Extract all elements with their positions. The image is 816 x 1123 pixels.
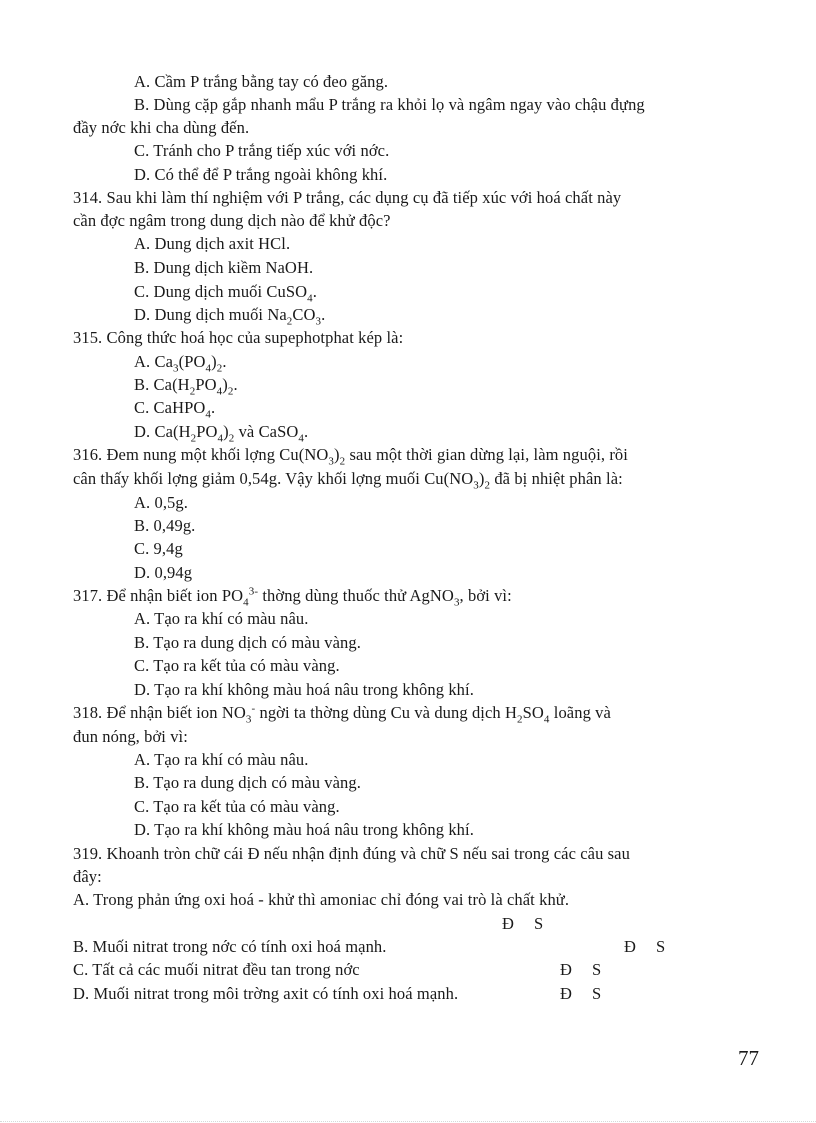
line-text: B. Ca(H (134, 375, 190, 394)
line-text: 315. Công thức hoá học của supephotphat kép là: (73, 328, 404, 347)
superscript: - (251, 702, 256, 715)
question-314 (73, 188, 621, 208)
line-text: sau một thời gian dừng lại, làm nguội, rồi (345, 445, 628, 464)
text-line (134, 773, 361, 793)
subscript: 2 (216, 362, 223, 375)
text-line (134, 797, 340, 817)
subscript: 2 (484, 479, 491, 492)
mark-true-a: Đ (502, 914, 515, 933)
line-text: 319. Khoanh tròn chữ cái Đ nếu nhận định đúng và chữ S nếu sai trong các câu sau (73, 844, 630, 863)
subscript: 3 (453, 596, 460, 609)
line-text: ) (478, 469, 485, 488)
text-line (134, 375, 238, 398)
line-text: B. Dùng cặp gắp nhanh mẩu P trắng ra khỏi lọ và ngâm ngay vào chậu đựng (134, 95, 645, 114)
line-text: và CaSO (234, 422, 299, 441)
line-text: đun nóng, bởi vì: (73, 727, 188, 746)
question-315 (73, 328, 403, 348)
subscript: 2 (517, 713, 523, 726)
line-text: C. 9,4g (134, 539, 183, 558)
line-text: đã bị nhiệt phân là: (490, 469, 623, 488)
line-text: D. Ca(H (134, 422, 191, 441)
text-line (73, 469, 623, 492)
line-text: C. Dung dịch muối CuSO (134, 282, 308, 301)
line-text: , bởi vì: (459, 586, 512, 605)
subscript: 3 (173, 362, 179, 375)
line-text: A. Trong phản ứng oxi hoá - khử thì amoniac chỉ đóng vai trò là chất khử. (73, 890, 570, 909)
line-text: D. 0,94g (134, 563, 193, 582)
line-text: ) (334, 445, 340, 464)
subscript: 4 (298, 432, 304, 445)
line-text: loãng và (549, 703, 611, 722)
line-text: A. Tạo ra khí có màu nâu. (134, 750, 309, 769)
line-text: đầy nớc khi cha dùng đến. (73, 118, 250, 137)
subscript: 4 (205, 408, 212, 421)
text-line (73, 727, 188, 747)
text-line (134, 398, 216, 421)
text-line (134, 72, 388, 92)
subscript: 2 (286, 315, 293, 328)
line-text: D. Dung dịch muối Na (134, 305, 287, 324)
text-line (73, 867, 102, 887)
statement-a (73, 890, 569, 910)
line-text: D. Tạo ra khí không màu hoá nâu trong không khí. (134, 680, 474, 699)
subscript: 2 (339, 455, 346, 468)
line-text: B. 0,49g. (134, 516, 196, 535)
text-line (134, 305, 326, 328)
line-text: B. Muối nitrat trong nớc có tính oxi hoá mạnh. (73, 937, 387, 956)
line-text: C. Tạo ra kết tủa có màu vàng. (134, 656, 340, 675)
text-line (134, 141, 389, 161)
text-line (134, 422, 309, 445)
superscript: 3- (248, 585, 259, 598)
statement-d (73, 984, 458, 1004)
line-text: ) (223, 422, 229, 441)
mark-false-b: S (656, 937, 666, 956)
subscript: 2 (189, 385, 196, 398)
subscript: 4 (217, 432, 224, 445)
text-line (134, 516, 195, 536)
text-line (134, 165, 387, 185)
subscript: 2 (228, 432, 235, 445)
statement-c (73, 960, 360, 980)
answer-marks-a (502, 914, 543, 934)
line-text: (PO (178, 352, 206, 371)
subscript: 4 (243, 596, 249, 609)
mark-false-c: S (592, 960, 602, 979)
line-text: cân thấy khối lợng giảm 0,54g. Vậy khối lợng muối Cu(NO (73, 469, 474, 488)
line-text: B. Tạo ra dung dịch có màu vàng. (134, 633, 361, 652)
line-text: . (304, 422, 309, 441)
text-line (134, 258, 313, 278)
text-line (134, 539, 183, 559)
mark-true-b: Đ (624, 937, 637, 956)
line-text: ) (211, 352, 217, 371)
text-line (134, 493, 188, 513)
page-number: 77 (738, 1046, 759, 1070)
answer-marks-d (560, 984, 601, 1004)
line-text: C. Tạo ra kết tủa có màu vàng. (134, 797, 340, 816)
line-text: A. Ca (134, 352, 173, 371)
line-text: A. 0,5g. (134, 493, 188, 512)
line-text: D. Có thể để P trắng ngoài không khí. (134, 165, 388, 184)
line-text: B. Tạo ra dung dịch có màu vàng. (134, 773, 361, 792)
line-text: PO (196, 422, 218, 441)
text-line (134, 609, 308, 629)
line-text: D. Tạo ra khí không màu hoá nâu trong không khí. (134, 820, 474, 839)
text-line (73, 118, 249, 138)
line-text: ngời ta thờng dùng Cu và dung dịch H (255, 703, 518, 722)
subscript: 4 (307, 292, 313, 305)
mark-false-a: S (534, 914, 544, 933)
line-text: C. Tất cả các muối nitrat đều tan trong nớc (73, 960, 360, 979)
text-line (134, 282, 318, 305)
line-text: đây: (73, 867, 102, 886)
mark-false-d: S (592, 984, 602, 1003)
line-text: A. Dung dịch axit HCl. (134, 234, 291, 253)
line-text: 316. Đem nung một khối lợng Cu(NO (73, 445, 329, 464)
question-316 (73, 445, 628, 468)
mark-true-d: Đ (560, 984, 573, 1003)
line-text: CO (292, 305, 316, 324)
text-line (134, 656, 340, 676)
subscript: 2 (190, 432, 197, 445)
question-319 (73, 844, 630, 864)
line-text: 318. Để nhận biết ion NO (73, 703, 246, 722)
text-line (134, 633, 361, 653)
line-text: ) (222, 375, 228, 394)
line-text: . (222, 352, 227, 371)
text-line (73, 211, 391, 231)
answer-marks-c (560, 960, 601, 980)
subscript: 3 (315, 315, 322, 328)
subscript: 4 (205, 362, 212, 375)
line-text: C. CaHPO (134, 398, 206, 417)
line-text: . (321, 305, 326, 324)
answer-marks-b (624, 937, 665, 957)
line-text: D. Muối nitrat trong môi trờng axit có tính oxi hoá mạnh. (73, 984, 459, 1003)
text-line (134, 750, 308, 770)
subscript: 3 (328, 455, 335, 468)
line-text: B. Dung dịch kiềm NaOH. (134, 258, 314, 277)
subscript: 2 (227, 385, 234, 398)
line-text: 317. Để nhận biết ion PO (73, 586, 244, 605)
line-text: thờng dùng thuốc thử AgNO (258, 586, 454, 605)
line-text: C. Tránh cho P trắng tiếp xúc với nớc. (134, 141, 390, 160)
subscript: 4 (216, 385, 223, 398)
statement-b (73, 937, 387, 957)
line-text: SO (522, 703, 544, 722)
line-text: cần đợc ngâm trong dung dịch nào để khử độc? (73, 211, 391, 230)
text-line (134, 680, 474, 700)
line-text: PO (195, 375, 217, 394)
line-text: A. Cầm P trắng bằng tay có đeo găng. (134, 72, 389, 91)
line-text: 314. Sau khi làm thí nghiệm với P trắng, các dụng cụ đã tiếp xúc với hoá chất này (73, 188, 622, 207)
question-318 (73, 702, 611, 726)
line-text: A. Tạo ra khí có màu nâu. (134, 609, 309, 628)
question-317 (73, 585, 512, 609)
mark-true-c: Đ (560, 960, 573, 979)
text-line (134, 234, 290, 254)
text-line (134, 95, 645, 115)
line-text: . (312, 282, 318, 301)
line-text: . (233, 375, 238, 394)
subscript: 4 (543, 713, 550, 726)
text-line (134, 352, 227, 375)
subscript: 3 (473, 479, 479, 492)
text-line (134, 563, 192, 583)
text-line (134, 820, 474, 840)
subscript: 3 (245, 713, 252, 726)
line-text: . (211, 398, 216, 417)
